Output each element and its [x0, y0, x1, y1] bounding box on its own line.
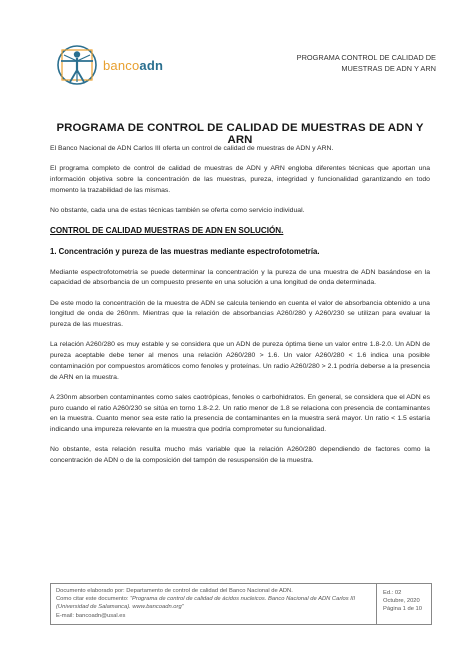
paragraph-variability: No obstante, esta relación resulta mucho más variable que la relación A260/280 dependiendo de factores como la concentración de ADN o de la composición del tampón de resuspensión de la muestra. [50, 446, 430, 464]
header-title [236, 52, 436, 74]
paragraph-program: El programa completo de control de calidad de muestras de ADN y ARN engloba diferentes técnicas que aportan una información objetiva sobre la concentración de las muestras, pureza, integridad y funcionalidad garantizando en todo momento la trazabilidad de las mismas. [50, 165, 430, 194]
vitruvian-man-logo-icon [55, 43, 99, 87]
logo-text-banco: banco [103, 57, 140, 73]
document-footer [50, 583, 432, 625]
footer-citation [56, 595, 371, 611]
paragraph-concentration: De este modo la concentración de la muestra de ADN se calcula teniendo en cuenta el valor de absorbancia obtenido a una longitud de onda de 260nm. Mientras que la relación de absorbancias A260/280 y A260/230 se utilizan para evaluar la pureza de las muestras. [50, 299, 430, 329]
footer-email: E-mail: bancoadn@usal.es [56, 612, 126, 619]
footer-author: Documento elaborado por: Departamento de control de calidad del Banco Nacional de ADN. [56, 588, 293, 594]
paragraph-ratio-260-230: A 230nm absorben contaminantes como sales caotrópicas, fenoles o carbohidratos. En general, se considera que el ADN es puro cuando el ratio A260/230 se sitúa en torno 1.8-2.2. Un ratio menor de 1.8 se relaciona con presencia de contaminantes en la muestra. Cuanto menor sea este ratio la presencia de contaminantes en la muestra será mayor. Un ratio < 1.5 estaría indicando una impureza relevante en la muestra que podría comprometer su funcionalidad. [50, 393, 430, 433]
footer-edition: Ed.: 02 [383, 590, 402, 596]
footer-edition-box [377, 584, 431, 624]
header-title-line-2: MUESTRAS DE ADN Y ARN [341, 64, 436, 73]
paragraph-spectrophotometry: Mediante espectrofotometría se puede determinar la concentración y la pureza de una muestra de ADN basándose en la capacidad de absorbancia de un compuesto presente en una solución a una longitud de onda determinada. [50, 268, 430, 287]
paragraph-intro: El Banco Nacional de ADN Carlos III oferta un control de calidad de muestras de ADN y ARN. [50, 145, 334, 152]
paragraph-individual-service: No obstante, cada una de estas técnicas también se oferta como servicio individual. [50, 207, 305, 214]
header-title-line-1: PROGRAMA CONTROL DE CALIDAD DE [296, 53, 436, 62]
bancoadn-logo [55, 40, 205, 90]
footer-page-number: Página 1 de 10 [383, 606, 423, 613]
footer-date: Octubre, 2020 [383, 598, 420, 605]
logo-wordmark [103, 58, 163, 73]
footer-citation-prefix: Como citar este documento: [56, 596, 131, 603]
document-title: PROGRAMA DE CONTROL DE CALIDAD DE MUESTRAS DE ADN Y ARN [56, 122, 424, 146]
footer-citation-text: “Programa de control de calidad de ácidos nucleicos. Banco Nacional de ADN Carlos III (Universidad de Salamanca). www.bancoadn.org” [56, 596, 356, 611]
footer-info [51, 584, 377, 624]
section-heading: CONTROL DE CALIDAD MUESTRAS DE ADN EN SOLUCIÓN. [50, 226, 284, 236]
paragraph-ratio-260-280: La relación A260/280 es muy estable y se considera que un ADN de pureza óptima tiene un valor entre 1.8-2.0. Un ADN de pureza aceptable debe tener al menos una relación A260/280 > 1.6. Un valor A260/280 < 1.6 indica una posible contaminación por compuestos aromáticos como fenoles y proteínas. Un radio A260/280 > 2.1 podría deberse a la presencia de ARN en la muestra. [50, 341, 430, 381]
subsection-heading: 1. Concentración y pureza de las muestras mediante espectrofotometría. [50, 247, 320, 256]
document-body [50, 144, 430, 476]
logo-text-adn: adn [139, 57, 164, 73]
